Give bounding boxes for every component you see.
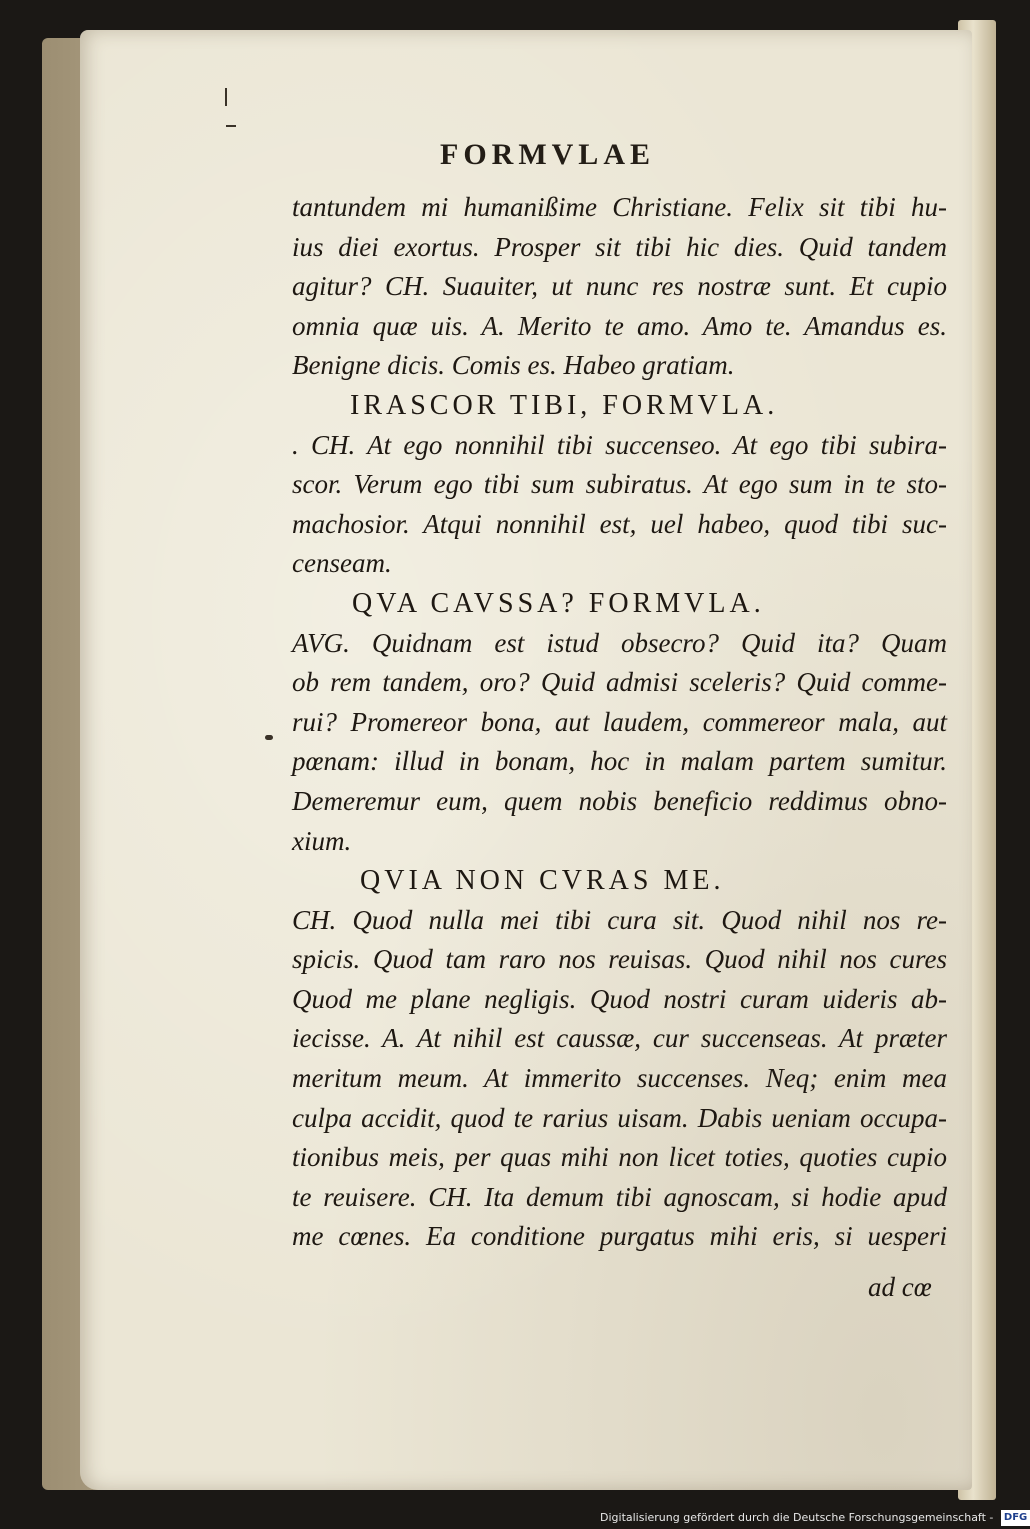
text-line: machosior. Atqui nonnihil est, uel habeo, quod tibi suc-: [292, 508, 947, 539]
text-line: AVG. Quidnam est istud obsecro? Quid ita? Quam: [292, 627, 947, 658]
text-line: pœnam: illud in bonam, hoc in malam partem sumitur.: [292, 746, 947, 777]
section-heading: QVIA NON CVRAS ME.: [360, 865, 725, 897]
text-line: Benigne dicis. Comis es. Habeo gratiam.: [292, 350, 735, 381]
digitization-credit: [600, 1506, 1028, 1529]
credit-text: Digitalisierung gefördert durch die Deutsche Forschungsgemeinschaft -: [600, 1511, 994, 1524]
text-line: censeam.: [292, 548, 392, 579]
section-heading: IRASCOR TIBI, FORMVLA.: [350, 389, 779, 421]
text-line: rui? Promereor bona, aut laudem, commereor mala, aut: [292, 706, 947, 737]
text-line: spicis. Quod tam raro nos reuisas. Quod nihil nos cures: [292, 944, 947, 975]
text-line: CH. Quod nulla mei tibi cura sit. Quod nihil nos re-: [292, 904, 947, 935]
running-head: FORMVLAE: [440, 138, 655, 171]
margin-mark: [225, 88, 227, 106]
section-heading: QVA CAVSSA? FORMVLA.: [352, 587, 765, 619]
text-line: tionibus meis, per quas mihi non licet toties, quoties cupio: [292, 1142, 947, 1173]
catchword: ad cœ: [868, 1272, 932, 1302]
text-line: Demeremur eum, quem nobis beneficio reddimus obno-: [292, 785, 947, 816]
text-line: meritum meum. At immerito succenses. Neq; enim mea: [292, 1063, 947, 1094]
text-line: scor. Verum ego tibi sum subiratus. At ego sum in te sto-: [292, 469, 947, 500]
text-line: Quod me plane negligis. Quod nostri curam uideris ab-: [292, 983, 947, 1014]
text-line: iecisse. A. At nihil est caussæ, cur succenseas. At præter: [292, 1023, 947, 1054]
text-line: ob rem tandem, oro? Quid admisi sceleris? Quid comme-: [292, 667, 947, 698]
dfg-logo: DFG: [1001, 1510, 1030, 1526]
text-line: culpa accidit, quod te rarius uisam. Dabis ueniam occupa-: [292, 1102, 947, 1133]
text-line: agitur? CH. Suauiter, ut nunc res nostræ sunt. Et cupio: [292, 271, 947, 302]
ink-spot: [265, 735, 273, 740]
text-line: xium.: [292, 825, 352, 856]
text-line: me cœnes. Ea conditione purgatus mihi eris, si uesperi: [292, 1221, 947, 1252]
text-line: ius diei exortus. Prosper sit tibi hic dies. Quid tandem: [292, 231, 947, 262]
text-line: te reuisere. CH. Ita demum tibi agnoscam, si hodie apud: [292, 1181, 947, 1212]
text-line: . CH. At ego nonnihil tibi succenseo. At ego tibi subira-: [292, 429, 947, 460]
margin-mark: [226, 125, 236, 127]
text-line: omnia quæ uis. A. Merito te amo. Amo te. Amandus es.: [292, 310, 947, 341]
text-line: tantundem mi humanißime Christiane. Felix sit tibi hu-: [292, 192, 947, 222]
text-block: [292, 188, 947, 1257]
